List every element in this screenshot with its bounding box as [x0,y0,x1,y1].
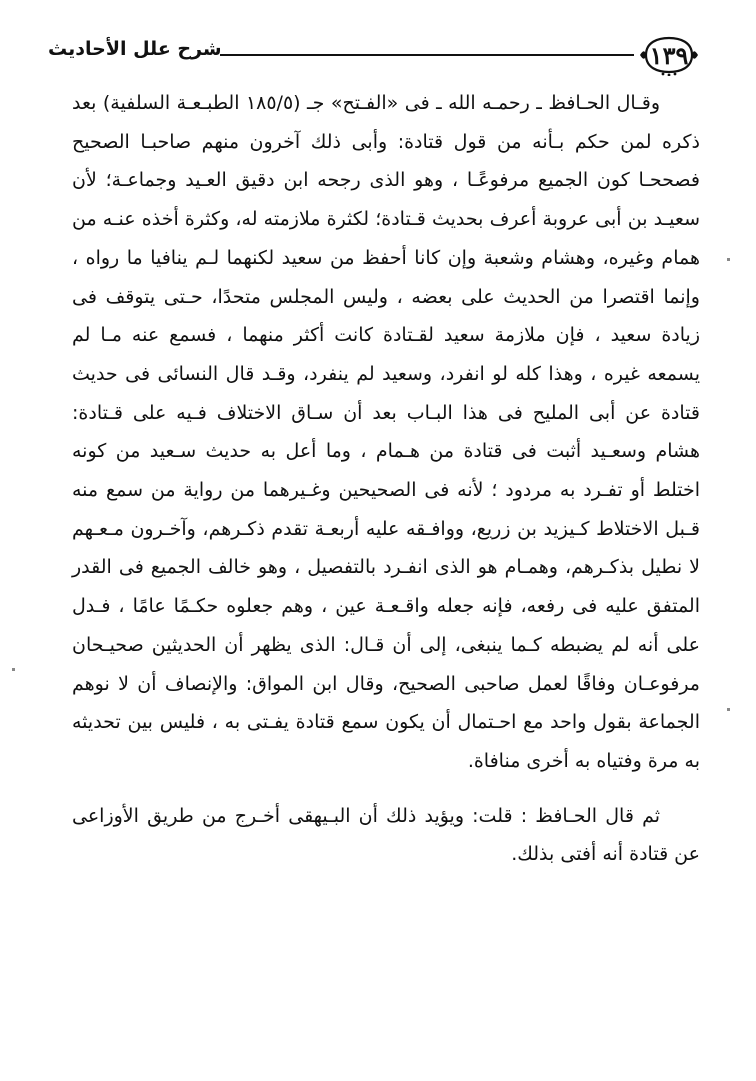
running-title: شرح علل الأحاديث [48,38,222,60]
margin-speck [727,708,730,711]
page-header [48,32,700,84]
margin-speck [727,258,730,261]
margin-speck [12,668,15,671]
page-number-text: ١٣٩ [649,40,689,70]
page-number-ornament [638,34,700,76]
paragraph: وقـال الحـافظ ـ رحمـه الله ـ فى «الفـتح» جـ (١٨٥/٥ الطبـعـة السلفية) بعد ذكره لمن حكم بـأنه من قول قتادة: وأبى ذلك آخرون منهم صاحبـا الصحيح فصححـا كون الجميع مرفوعًـا ، وهو الذى رجحه ابن دقيق العـيد وجماعـة؛ لأن سعيـد بن أبى عروبة أعرف بحديث قـتادة؛ لكثرة ملازمته له، وكثرة أخذه عنـه من همام وغيره، وهشام وشعبة وإن كانا أحفظ من سعيد لكنهما لـم ينافيا ما رواه ، وإنما اقتصرا من الحديث على بعضه ، وليس المجلس متحدًا، حـتى يتوقف فى زيادة سعيد ، فإن ملازمة سعيد لقـتادة كانت أكثر منهما ، فسمع عنه مـا لم يسمعه غيره ، وهذا كله لو انفرد، وسعيد لم ينفرد، وقـد قال النسائى فى حديث قتادة عن أبى المليح فى هذا البـاب بعد أن سـاق الاختلاف فـيه على قـتادة: هشام وسعـيد أثبت فى قتادة من هـمام ، وما أعل به حديث سـعيد من كونه اختلط أو تفـرد به مردود ؛ لأنه فى الصحيحين وغـيرهما من رواية من سمع منه قـبل الاختلاط كـيزيد بن زريع، ووافـقه عليه أربعـة تقدم ذكـرهم، وآخـرون مـعـهم لا نطيل بذكـرهم، وهمـام هو الذى انفـرد بالتفصيل ، وهو خالف الجميع فى القدر المتفق عليه فى رفعه، فإنه جعله واقـعـة عين ، وهم جعلوه حكـمًا عامًا ، فـدل على أنه لم يضبطه كـما ينبغى، إلى أن قـال: الذى يظهر أن الحديثين صحيـحان مرفوعـان وفاقًا لعمل صاحبى الصحيح، وقال ابن المواق: والإنصاف أن لا نوهم الجماعة بقول واحد مع احـتمال أن يكون سمع قتادة يفـتى به ، فليس بين تحديثه به مرة وفتياه به أخرى منافاة. [72,92,700,772]
paragraph: ثم قال الحـافظ : قلت: ويؤيد ذلك أن البـيهقى أخـرج من طريق الأوزاعى عن قتادة أنه أفتى بذلك. [72,804,700,866]
header-rule [220,54,634,56]
body-text [72,84,700,874]
